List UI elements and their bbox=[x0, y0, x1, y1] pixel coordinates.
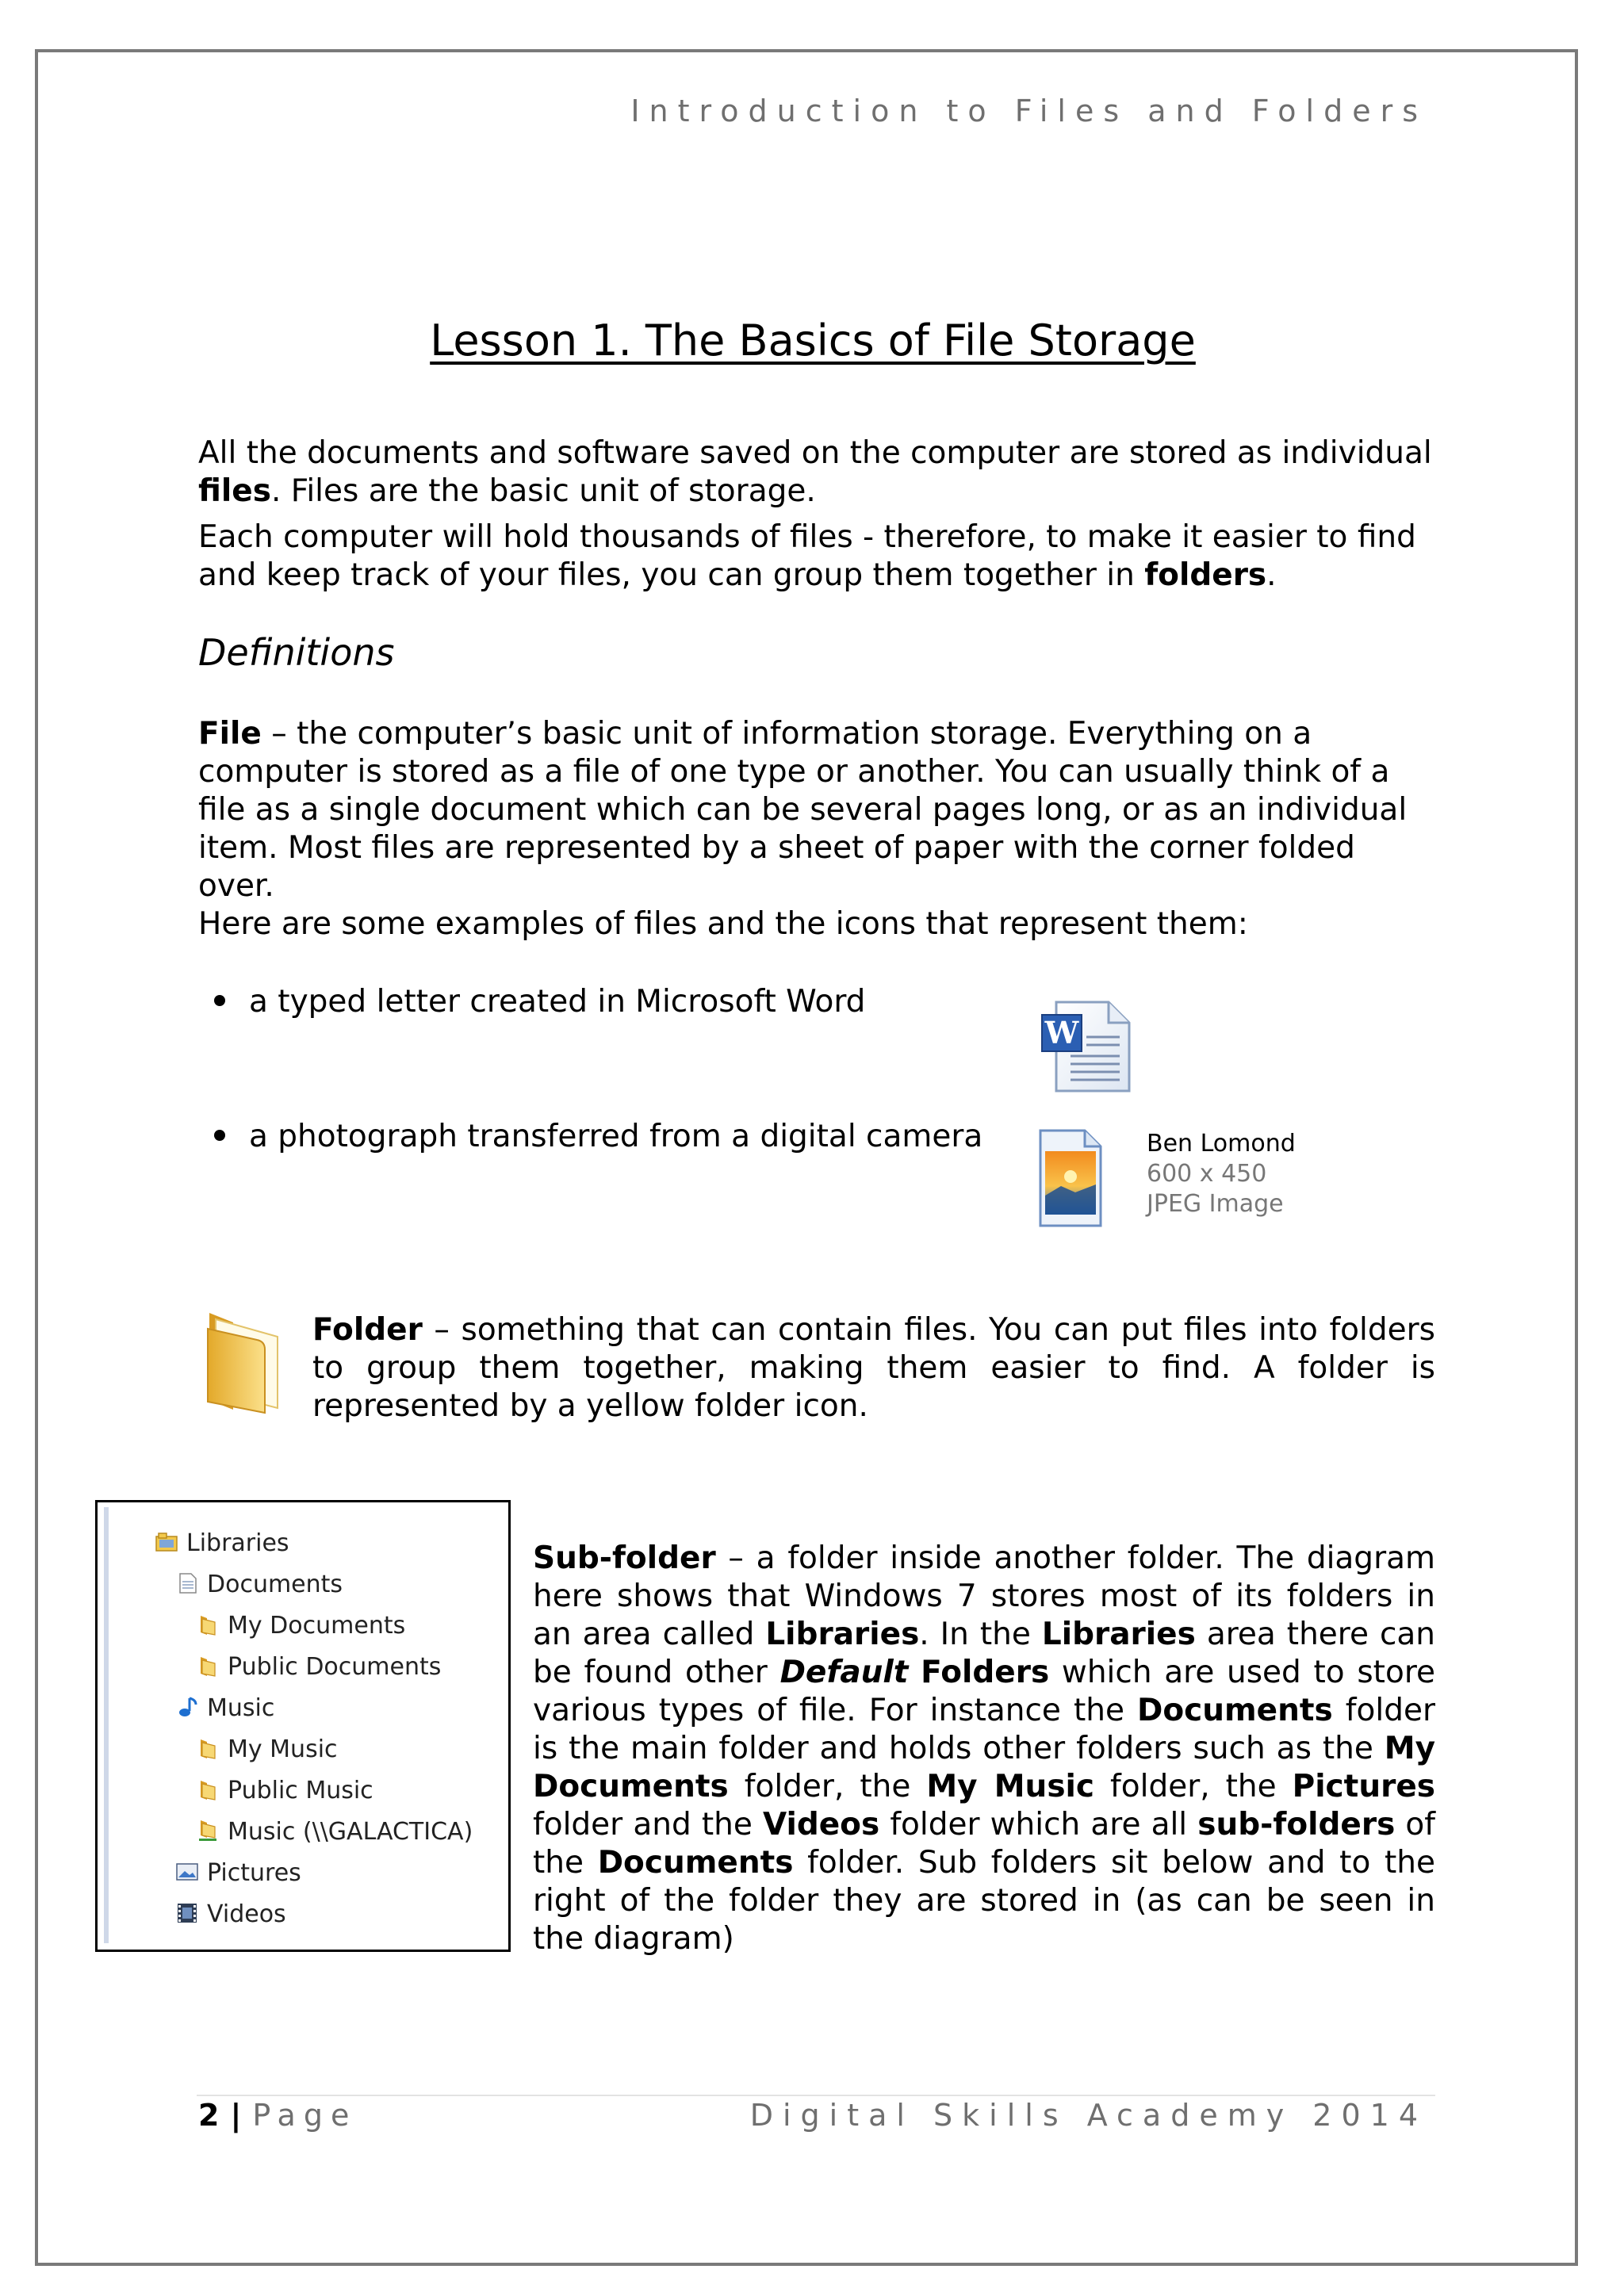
tree-item-music-galactica[interactable]: Music (\\GALACTICA) bbox=[196, 1818, 473, 1846]
bullet-word-letter: a typed letter created in Microsoft Word bbox=[214, 983, 865, 1021]
tree-item-public-documents[interactable]: Public Documents bbox=[196, 1653, 441, 1682]
definitions-heading: Definitions bbox=[198, 631, 395, 674]
folder-icon bbox=[196, 1613, 220, 1636]
footer-divider bbox=[197, 2095, 1435, 2096]
jpeg-file-dimensions: 600 x 450 bbox=[1147, 1160, 1267, 1188]
film-strip-icon bbox=[175, 1901, 199, 1925]
documents-library-icon bbox=[175, 1571, 199, 1595]
music-note-icon bbox=[175, 1695, 199, 1719]
folder-icon bbox=[196, 1654, 220, 1678]
yellow-folder-icon bbox=[201, 1305, 289, 1416]
tree-item-my-music[interactable]: My Music bbox=[196, 1735, 338, 1764]
file-definition: File – the computer’s basic unit of information storage. Everything on a computer is stored as a file of one type or another. You can usually think of a file as a single document which can be several pages long, or as an individual item. Most files are represented by a sheet of paper with the corner folded over. bbox=[198, 716, 1408, 904]
running-header: Introduction to Files and Folders bbox=[630, 94, 1427, 128]
folder-icon bbox=[196, 1736, 220, 1760]
intro-paragraph-2: Each computer will hold thousands of files - therefore, to make it easier to find and keep track of your files, you can group them together in folders. bbox=[198, 519, 1416, 593]
explorer-navigation-tree bbox=[95, 1500, 511, 1952]
examples-intro: Here are some examples of files and the icons that represent them: bbox=[198, 906, 1248, 942]
libraries-icon bbox=[155, 1530, 178, 1554]
word-document-icon bbox=[1039, 997, 1137, 1096]
tree-item-documents[interactable]: Documents bbox=[175, 1571, 343, 1599]
folder-definition: Folder – something that can contain files. You can put files into folders to group them together, making them easier to find. A folder is represented by a yellow folder icon. bbox=[312, 1312, 1435, 1424]
jpeg-file-type: JPEG Image bbox=[1147, 1190, 1284, 1218]
pictures-icon bbox=[175, 1860, 199, 1884]
bullet-photograph: a photograph transferred from a digital camera bbox=[214, 1118, 982, 1156]
tree-item-public-music[interactable]: Public Music bbox=[196, 1777, 373, 1805]
svg-text:W: W bbox=[1044, 1015, 1079, 1050]
tree-item-pictures[interactable]: Pictures bbox=[175, 1859, 301, 1888]
intro-paragraph-1: All the documents and software saved on the computer are stored as individual files. Files are the basic unit of storage. bbox=[198, 435, 1432, 509]
footer-publisher: Digital Skills Academy 2014 bbox=[749, 2098, 1427, 2133]
lesson-title: Lesson 1. The Basics of File Storage bbox=[430, 316, 1196, 365]
jpeg-file-name: Ben Lomond bbox=[1147, 1130, 1296, 1158]
folder-icon bbox=[196, 1777, 220, 1801]
tree-item-music[interactable]: Music bbox=[175, 1694, 274, 1723]
tree-item-libraries[interactable]: Libraries bbox=[155, 1529, 289, 1558]
tree-item-my-documents[interactable]: My Documents bbox=[196, 1612, 405, 1640]
footer-page-label: 2 | Page bbox=[198, 2098, 358, 2133]
tree-item-videos[interactable]: Videos bbox=[175, 1900, 286, 1929]
jpeg-file-caption bbox=[1147, 1129, 1296, 1219]
jpeg-image-icon bbox=[1037, 1119, 1104, 1230]
network-folder-icon bbox=[196, 1819, 220, 1843]
subfolder-definition: Sub-folder – a folder inside another folder. The diagram here shows that Windows 7 stores most of its folders in an area called Libraries. In the Libraries area there can be found other Default Folders which are used to store various types of file. For instance the Documents folder is the main folder and holds other folders such as the My Documents folder, the My Music folder, the Pictures folder and the Videos folder which are all sub-folders of the Documents folder. Sub folders sit below and to the right of the folder they are stored in (as can be seen in the diagram) bbox=[533, 1540, 1436, 1957]
